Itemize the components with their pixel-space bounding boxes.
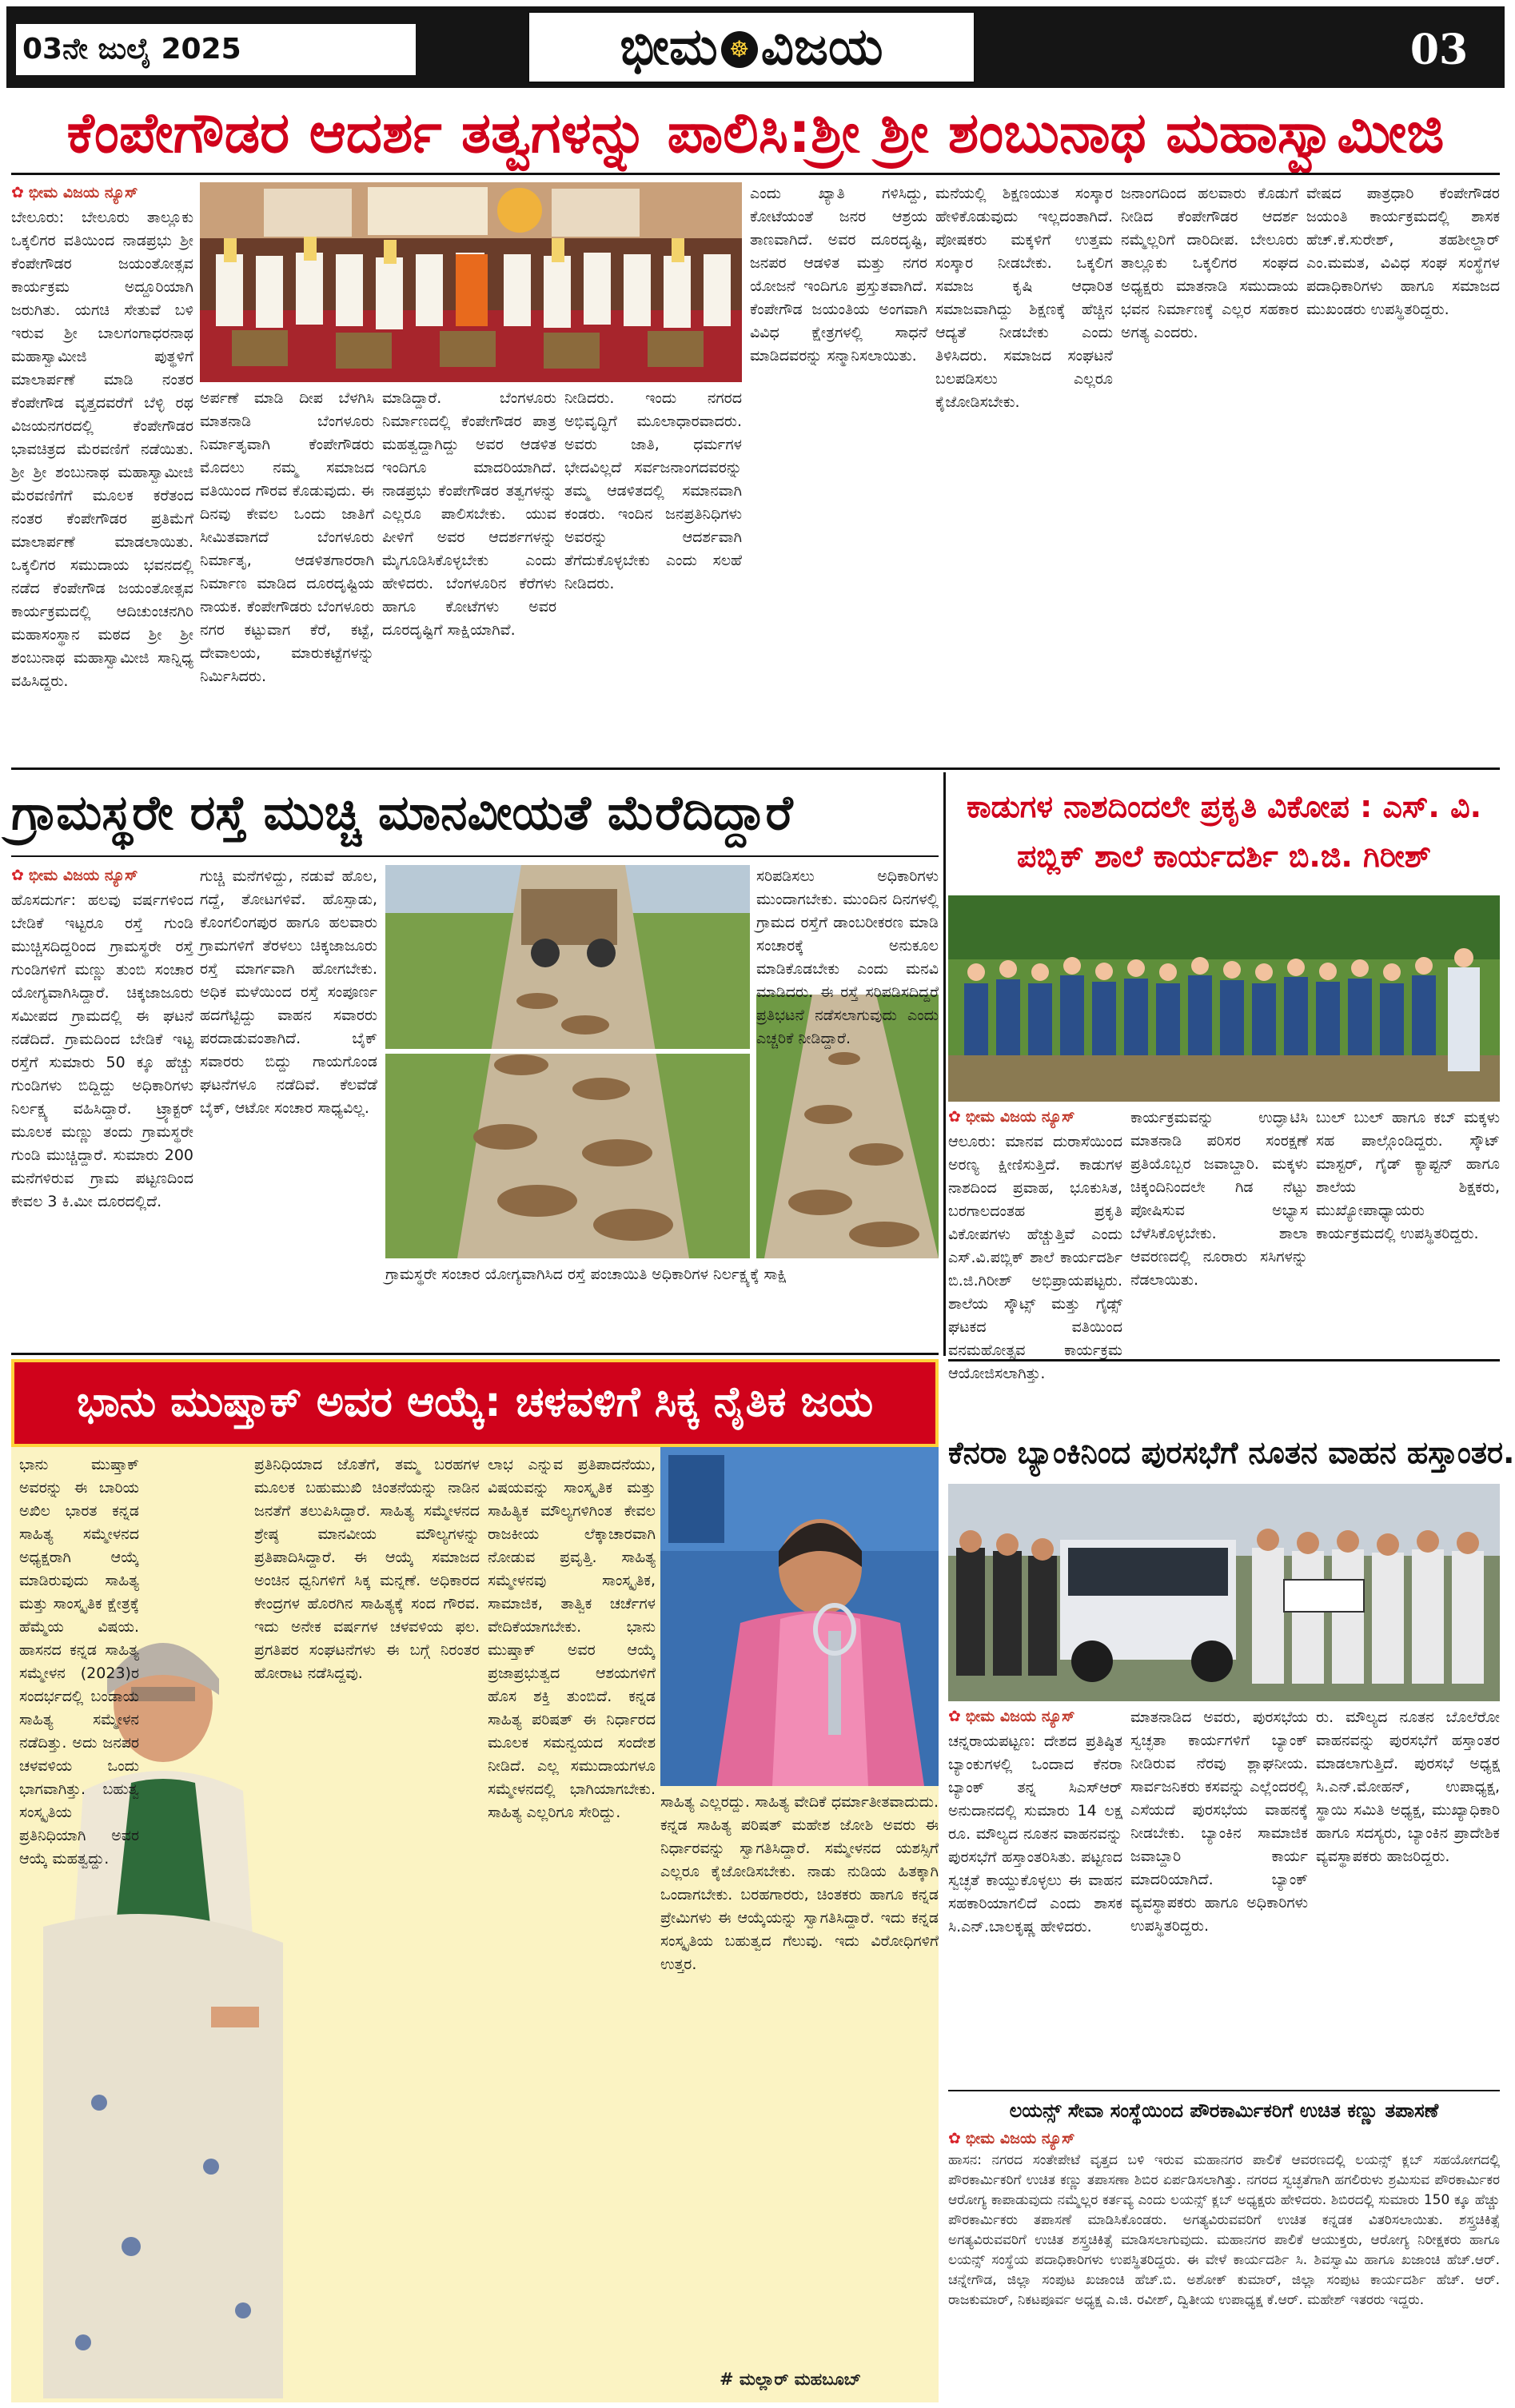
newspaper-logo	[528, 11, 975, 83]
divider	[948, 1359, 1500, 1361]
story4-photo-award	[660, 1447, 939, 1786]
page-number: 03	[1409, 26, 1469, 74]
byline-star-icon: ✿	[11, 184, 24, 201]
divider	[11, 767, 1500, 770]
story2-caption: ಗ್ರಾಮಸ್ಥರೇ ಸಂಚಾರ ಯೋಗ್ಯವಾಗಿಸಿದ ರಸ್ತೆ ಪಂಚಾಯಿತಿ ಅಧಿಕಾರಿಗಳ ನಿರ್ಲಕ್ಷ್ಯಕ್ಕೆ ಸಾಕ್ಷಿ	[385, 1266, 787, 1283]
story1-col8: ವೇಷದ ಪಾತ್ರಧಾರಿ ಕೆಂಪೇಗೌಡರ ಜಯಂತಿ ಕಾರ್ಯಕ್ರಮದಲ್ಲಿ ಶಾಸಕ ಹೆಚ್.ಕೆ.ಸುರೇಶ್, ತಹಶೀಲ್ದಾರ್ ಎಂ.ಮಮತ, ವಿವಿಧ ಸಂಘ ಸಂಸ್ಥೆಗಳ ಪದಾಧಿಕಾರಿಗಳು ಹಾಗೂ ಸಮಾಜದ ಮುಖಂಡರು ಉಪಸ್ಥಿತರಿದ್ದರು.	[1306, 185, 1500, 318]
story4-signature: # ಮಲ್ಲಾರ್ ಮಹಬೂಬ್	[720, 2370, 861, 2389]
story1-col5: ಎಂದು ಖ್ಯಾತಿ ಗಳಿಸಿದ್ದು, ಕೋಟೆಯಂತೆ ಜನರ ಆಶ್ರಯ ತಾಣವಾಗಿದೆ. ಅವರ ದೂರದೃಷ್ಟಿ, ಜನಪರ ಆಡಳಿತ ಮತ್ತು ನಗರ ಯೋಜನೆ ಇಂದಿಗೂ ಪ್ರಸ್ತುತವಾಗಿದೆ. ಕೆಂಪೇಗೌಡ ಜಯಂತಿಯ ಅಂಗವಾಗಿ ವಿವಿಧ ಕ್ಷೇತ್ರಗಳಲ್ಲಿ ಸಾಧನೆ ಮಾಡಿದವರನ್ನು ಸನ್ಮಾನಿಸಲಾಯಿತು.	[750, 185, 927, 365]
story3-col1: ಆಲೂರು: ಮಾನವ ದುರಾಸೆಯಿಂದ ಅರಣ್ಯ ಕ್ಷೀಣಿಸುತ್ತಿದೆ. ಕಾಡುಗಳ ನಾಶದಿಂದ ಪ್ರವಾಹ, ಭೂಕುಸಿತ, ಬರಗಾಲದಂತಹ ಪ್ರಕೃತಿ ವಿಕೋಪಗಳು ಹೆಚ್ಚುತ್ತಿವೆ ಎಂದು ಎಸ್.ವಿ.ಪಬ್ಲಿಕ್ ಶಾಲೆ ಕಾರ್ಯದರ್ಶಿ ಬಿ.ಜಿ.ಗಿರೀಶ್ ಅಭಿಪ್ರಾಯಪಟ್ಟರು. ಶಾಲೆಯ ಸ್ಕೌಟ್ಸ್ ಮತ್ತು ಗೈಡ್ಸ್ ಘಟಕದ ವತಿಯಿಂದ ವನಮಹೋತ್ಸವ ಕಾರ್ಯಕ್ರಮ ಆಯೋಜಿಸಲಾಗಿತ್ತು.	[948, 1133, 1122, 1382]
divider	[11, 855, 939, 857]
story6-byline	[948, 2128, 1156, 2149]
story5-photo	[948, 1484, 1500, 1701]
byline-star-icon: ✿	[948, 1708, 961, 1725]
byline-star-icon: ✿	[948, 2130, 961, 2147]
story5-byline	[948, 1706, 1122, 1727]
story5-headline: ಕೆನರಾ ಬ್ಯಾಂಕಿನಿಂದ ಪುರಸಭೆಗೆ ನೂತನ ವಾಹನ ಹಸ್ತಾಂತರ.	[948, 1435, 1515, 1470]
story2-col1: ಹೊಸದುರ್ಗ: ಹಲವು ವರ್ಷಗಳಿಂದ ಬೇಡಿಕೆ ಇಟ್ಟರೂ ರಸ್ತೆ ಗುಂಡಿ ಮುಚ್ಚಿಸದಿದ್ದರಿಂದ ಗ್ರಾಮಸ್ಥರೇ ರಸ್ತೆ ಗುಂಡಿಗಳಿಗೆ ಮಣ್ಣು ತುಂಬಿ ಸಂಚಾರ ಯೋಗ್ಯವಾಗಿಸಿದ್ದಾರೆ. ಚಿಕ್ಕಜಾಜೂರು ಸಮೀಪದ ಗ್ರಾಮದಲ್ಲಿ ಈ ಘಟನೆ ನಡೆದಿದೆ. ಗ್ರಾಮದಿಂದ ಬೇಡಿಕೆ ಇಟ್ಟ ರಸ್ತೆಗೆ ಸುಮಾರು 50 ಕ್ಕೂ ಹೆಚ್ಚು ಗುಂಡಿಗಳು ಬಿದ್ದಿದ್ದು ಅಧಿಕಾರಿಗಳು ನಿರ್ಲಕ್ಷ್ಯ ವಹಿಸಿದ್ದಾರೆ. ಟ್ರ್ಯಾಕ್ಟರ್ ಮೂಲಕ ಮಣ್ಣು ತಂದು ಗ್ರಾಮಸ್ಥರೇ ಗುಂಡಿ ಮುಚ್ಚಿದ್ದಾರೆ. ಸುಮಾರು 200 ಮನೆಗಳಿರುವ ಗ್ರಾಮ ಪಟ್ಟಣದಿಂದ ಕೇವಲ 3 ಕಿ.ಮೀ ದೂರದಲ್ಲಿದೆ.	[11, 891, 193, 1210]
story3-col2: ಕಾರ್ಯಕ್ರಮವನ್ನು ಉದ್ಘಾಟಿಸಿ ಮಾತನಾಡಿ ಪರಿಸರ ಸಂರಕ್ಷಣೆ ಪ್ರತಿಯೊಬ್ಬರ ಜವಾಬ್ದಾರಿ. ಮಕ್ಕಳು ಚಿಕ್ಕಂದಿನಿಂದಲೇ ಗಿಡ ನೆಟ್ಟು ಪೋಷಿಸುವ ಅಭ್ಯಾಸ ಬೆಳೆಸಿಕೊಳ್ಳಬೇಕು. ಶಾಲಾ ಆವರಣದಲ್ಲಿ ನೂರಾರು ಸಸಿಗಳನ್ನು ನೆಡಲಾಯಿತು.	[1130, 1109, 1308, 1289]
logo-emblem-icon: ☸	[721, 31, 758, 68]
byline-label: ಭೀಮ ವಿಜಯ ನ್ಯೂಸ್	[965, 1108, 1075, 1126]
story1-col2: ಅರ್ಪಣೆ ಮಾಡಿ ದೀಪ ಬೆಳಗಿಸಿ ಮಾತನಾಡಿ ಬೆಂಗಳೂರು ನಿರ್ಮಾತೃವಾಗಿ ಕೆಂಪೇಗೌಡರು ಮೊದಲು ನಮ್ಮ ಸಮಾಜದ ವತಿಯಿಂದ ಗೌರವ ಕೊಡುವುದು. ಈ ದಿನವು ಕೇವಲ ಒಂದು ಜಾತಿಗೆ ಸೀಮಿತವಾಗದೆ ಬೆಂಗಳೂರು ನಿರ್ಮಾತೃ, ಆಡಳಿತಗಾರರಾಗಿ ನಿರ್ಮಾಣ ಮಾಡಿದ ದೂರದೃಷ್ಟಿಯ ನಾಯಕ. ಕೆಂಪೇಗೌಡರು ಬೆಂಗಳೂರು ನಗರ ಕಟ್ಟುವಾಗ ಕೆರೆ, ಕಟ್ಟೆ, ದೇವಾಲಯ, ಮಾರುಕಟ್ಟೆಗಳನ್ನು ನಿರ್ಮಿಸಿದರು.	[200, 389, 374, 685]
byline-label: ಭೀಮ ವಿಜಯ ನ್ಯೂಸ್	[965, 2130, 1075, 2147]
divider	[948, 2090, 1500, 2091]
byline-label: ಭೀಮ ವಿಜಯ ನ್ಯೂಸ್	[28, 184, 138, 201]
story4-col3: ಲಾಭ ಎನ್ನುವ ಪ್ರತಿಪಾದನೆಯು, ವಿಷಯವನ್ನು ಸಾಂಸ್ಕೃತಿಕ ಮತ್ತು ಸಾಹಿತ್ಯಿಕ ಮೌಲ್ಯಗಳಿಗಿಂತ ಕೇವಲ ರಾಜಕೀಯ ಲೆಕ್ಕಾಚಾರವಾಗಿ ನೋಡುವ ಪ್ರವೃತ್ತಿ. ಸಾಹಿತ್ಯ ಸಮ್ಮೇಳನವು ಸಾಂಸ್ಕೃತಿಕ, ಸಾಮಾಜಿಕ, ತಾತ್ವಿಕ ಚರ್ಚೆಗಳ ವೇದಿಕೆಯಾಗಬೇಕು. ಭಾನು ಮುಷ್ತಾಕ್ ಅವರ ಆಯ್ಕೆ ಪ್ರಜಾಪ್ರಭುತ್ವದ ಆಶಯಗಳಿಗೆ ಹೊಸ ಶಕ್ತಿ ತುಂಬಿದೆ. ಕನ್ನಡ ಸಾಹಿತ್ಯ ಪರಿಷತ್ ಈ ನಿರ್ಧಾರದ ಮೂಲಕ ಸಮನ್ವಯದ ಸಂದೇಶ ನೀಡಿದೆ. ಎಲ್ಲ ಸಮುದಾಯಗಳೂ ಸಮ್ಮೇಳನದಲ್ಲಿ ಭಾಗಿಯಾಗಬೇಕು. ಸಾಹಿತ್ಯ ಎಲ್ಲರಿಗೂ ಸೇರಿದ್ದು.	[488, 1456, 656, 1821]
story5-col3: ರು. ಮೌಲ್ಯದ ನೂತನ ಬೊಲೆರೋ ವಾಹನವನ್ನು ಪುರಸಭೆಗೆ ಹಸ್ತಾಂತರ ಮಾಡಲಾಗುತ್ತಿದೆ. ಪುರಸಭೆ ಅಧ್ಯಕ್ಷ ಸಿ.ಎನ್.ಮೋಹನ್, ಉಪಾಧ್ಯಕ್ಷ, ಸ್ಥಾಯಿ ಸಮಿತಿ ಅಧ್ಯಕ್ಷ, ಮುಖ್ಯಾಧಿಕಾರಿ ಹಾಗೂ ಸದಸ್ಯರು, ಬ್ಯಾಂಕಿನ ಪ್ರಾದೇಶಿಕ ವ್ಯವಸ್ಥಾಪಕರು ಹಾಜರಿದ್ದರು.	[1316, 1708, 1500, 1865]
story1-byline	[11, 182, 195, 203]
story1-col4: ನೀಡಿದರು. ಇಂದು ನಗರದ ಅಭಿವೃದ್ಧಿಗೆ ಮೂಲಾಧಾರವಾದರು. ಅವರು ಜಾತಿ, ಧರ್ಮಗಳ ಭೇದವಿಲ್ಲದೆ ಸರ್ವಜನಾಂಗದವರನ್ನು ತಮ್ಮ ಆಡಳಿತದಲ್ಲಿ ಸಮಾನವಾಗಿ ಕಂಡರು. ಇಂದಿನ ಜನಪ್ರತಿನಿಧಿಗಳು ಅವರನ್ನು ಆದರ್ಶವಾಗಿ ತೆಗೆದುಕೊಳ್ಳಬೇಕು ಎಂದು ಸಲಹೆ ನೀಡಿದರು.	[564, 389, 742, 592]
logo-text-right: ವಿಜಯ	[760, 18, 883, 77]
logo-text-left: ಭೀಮ	[620, 18, 718, 77]
divider	[11, 1353, 939, 1355]
story3-photo	[948, 895, 1500, 1102]
story1-headline: ಕೆಂಪೇಗೌಡರ ಆದರ್ಶ ತತ್ವಗಳನ್ನು ಪಾಲಿಸಿ:ಶ್ರೀ ಶ್ರೀ ಶಂಬುನಾಥ ಮಹಾಸ್ವಾಮೀಜಿ	[66, 100, 1445, 165]
story2-col4: ಸರಿಪಡಿಸಲು ಅಧಿಕಾರಿಗಳು ಮುಂದಾಗಬೇಕು. ಮುಂದಿನ ದಿನಗಳಲ್ಲಿ ಗ್ರಾಮದ ರಸ್ತೆಗೆ ಡಾಂಬರೀಕರಣ ಮಾಡಿ ಸಂಚಾರಕ್ಕೆ ಅನುಕೂಲ ಮಾಡಿಕೊಡಬೇಕು ಎಂದು ಮನವಿ ಮಾಡಿದರು. ಈ ರಸ್ತೆ ಸರಿಪಡಿಸದಿದ್ದರೆ ಪ್ರತಿಭಟನೆ ನಡೆಸಲಾಗುವುದು ಎಂದು ಎಚ್ಚರಿಕೆ ನೀಡಿದ್ದಾರೆ.	[756, 867, 939, 1047]
story2-headline: ಗ್ರಾಮಸ್ಥರೇ ರಸ್ತೆ ಮುಚ್ಚಿ ಮಾನವೀಯತೆ ಮೆರೆದಿದ್ದಾರೆ	[11, 785, 793, 841]
story1-col3: ಮಾಡಿದ್ದಾರೆ. ಬೆಂಗಳೂರು ನಿರ್ಮಾಣದಲ್ಲಿ ಕೆಂಪೇಗೌಡರ ಪಾತ್ರ ಮಹತ್ವದ್ದಾಗಿದ್ದು ಅವರ ಆಡಳಿತ ಇಂದಿಗೂ ಮಾದರಿಯಾಗಿದೆ. ನಾಡಪ್ರಭು ಕೆಂಪೇಗೌಡರ ತತ್ವಗಳನ್ನು ಎಲ್ಲರೂ ಪಾಲಿಸಬೇಕು. ಯುವ ಪೀಳಿಗೆ ಅವರ ಆದರ್ಶಗಳನ್ನು ಮೈಗೂಡಿಸಿಕೊಳ್ಳಬೇಕು ಎಂದು ಹೇಳಿದರು. ಬೆಂಗಳೂರಿನ ಕೆರೆಗಳು ಹಾಗೂ ಕೋಟೆಗಳು ಅವರ ದೂರದೃಷ್ಟಿಗೆ ಸಾಕ್ಷಿಯಾಗಿವೆ.	[382, 389, 556, 639]
story6-headline: ಲಯನ್ಸ್ ಸೇವಾ ಸಂಸ್ಥೆಯಿಂದ ಪೌರಕಾರ್ಮಿಕರಿಗೆ ಉಚಿತ ಕಣ್ಣು ತಪಾಸಣೆ	[1009, 2099, 1439, 2122]
story5-col1: ಚನ್ನರಾಯಪಟ್ಟಣ: ದೇಶದ ಪ್ರತಿಷ್ಠಿತ ಬ್ಯಾಂಕುಗಳಲ್ಲಿ ಒಂದಾದ ಕೆನರಾ ಬ್ಯಾಂಕ್ ತನ್ನ ಸಿಎಸ್ಆರ್ ಅನುದಾನದಲ್ಲಿ ಸುಮಾರು 14 ಲಕ್ಷ ರೂ. ಮೌಲ್ಯದ ನೂತನ ವಾಹನವನ್ನು ಪುರಸಭೆಗೆ ಹಸ್ತಾಂತರಿಸಿತು. ಪಟ್ಟಣದ ಸ್ವಚ್ಛತೆ ಕಾಯ್ದುಕೊಳ್ಳಲು ಈ ವಾಹನ ಸಹಕಾರಿಯಾಗಲಿದೆ ಎಂದು ಶಾಸಕ ಸಿ.ಎನ್.ಬಾಲಕೃಷ್ಣ ಹೇಳಿದರು.	[948, 1732, 1122, 1936]
story1-photo	[200, 182, 742, 382]
story2-photo-main	[385, 865, 750, 1258]
story1-col6: ಮನೆಯಲ್ಲಿ ಶಿಕ್ಷಣಯುತ ಸಂಸ್ಕಾರ ಹೇಳಿಕೊಡುವುದು ಇಲ್ಲದಂತಾಗಿದೆ. ಪೋಷಕರು ಮಕ್ಕಳಿಗೆ ಉತ್ತಮ ಸಂಸ್ಕಾರ ನೀಡಬೇಕು. ಒಕ್ಕಲಿಗ ಸಮಾಜ ಕೃಷಿ ಆಧಾರಿತ ಸಮಾಜವಾಗಿದ್ದು ಶಿಕ್ಷಣಕ್ಕೆ ಹೆಚ್ಚಿನ ಆದ್ಯತೆ ನೀಡಬೇಕು ಎಂದು ತಿಳಿಸಿದರು. ಸಮಾಜದ ಸಂಘಟನೆ ಬಲಪಡಿಸಲು ಎಲ್ಲರೂ ಕೈಜೋಡಿಸಬೇಕು.	[935, 185, 1113, 411]
divider	[11, 173, 1500, 175]
story4-col2: ಪ್ರತಿನಿಧಿಯಾದ ಜೊತೆಗೆ, ತಮ್ಮ ಬರಹಗಳ ಮೂಲಕ ಬಹುಮುಖಿ ಚಿಂತನೆಯನ್ನು ನಾಡಿನ ಜನತೆಗೆ ತಲುಪಿಸಿದ್ದಾರೆ. ಸಾಹಿತ್ಯ ಸಮ್ಮೇಳನದ ಶ್ರೇಷ್ಠ ಮಾನವೀಯ ಮೌಲ್ಯಗಳನ್ನು ಪ್ರತಿಪಾದಿಸಿದ್ದಾರೆ. ಈ ಆಯ್ಕೆ ಸಮಾಜದ ಅಂಚಿನ ಧ್ವನಿಗಳಿಗೆ ಸಿಕ್ಕ ಮನ್ನಣೆ. ಅಧಿಕಾರದ ಕೇಂದ್ರಗಳ ಹೊರಗಿನ ಸಾಹಿತ್ಯಕ್ಕೆ ಸಂದ ಗೌರವ. ಇದು ಅನೇಕ ವರ್ಷಗಳ ಚಳವಳಿಯ ಫಲ. ಪ್ರಗತಿಪರ ಸಂಘಟನೆಗಳು ಈ ಬಗ್ಗೆ ನಿರಂತರ ಹೋರಾಟ ನಡೆಸಿದ್ದವು.	[254, 1456, 480, 1682]
story2-col2: ಗುಚ್ಚಿ ಮನೆಗಳಿದ್ದು, ನಡುವೆ ಹೊಲ, ಗದ್ದೆ, ತೋಟಗಳಿವೆ. ಹೊಸ್ಪಾಡು, ಕೊಂಗಲಿಂಗಪುರ ಹಾಗೂ ಹಲವಾರು ಗ್ರಾಮಗಳಿಗೆ ತೆರಳಲು ಚಿಕ್ಕಜಾಜೂರು ರಸ್ತೆ ಮಾರ್ಗವಾಗಿ ಹೋಗಬೇಕು. ಅಧಿಕ ಮಳೆಯಿಂದ ರಸ್ತೆ ಸಂಪೂರ್ಣ ಹದಗೆಟ್ಟಿದ್ದು ವಾಹನ ಸವಾರರು ಪರದಾಡುವಂತಾಗಿದೆ. ಬೈಕ್ ಸವಾರರು ಬಿದ್ದು ಗಾಯಗೊಂಡ ಘಟನೆಗಳೂ ನಡೆದಿವೆ. ಕೆಲವೆಡೆ ಬೈಕ್, ಆಟೋ ಸಂಚಾರ ಸಾಧ್ಯವಿಲ್ಲ.	[200, 867, 377, 1117]
byline-star-icon: ✿	[11, 867, 24, 884]
story3-col3: ಬುಲ್ ಬುಲ್ ಹಾಗೂ ಕಬ್ ಮಕ್ಕಳು ಸಹ ಪಾಲ್ಗೊಂಡಿದ್ದರು. ಸ್ಕೌಟ್ ಮಾಸ್ಟರ್, ಗೈಡ್ ಕ್ಯಾಪ್ಟನ್ ಹಾಗೂ ಶಾಲೆಯ ಶಿಕ್ಷಕರು, ಮುಖ್ಯೋಪಾಧ್ಯಾಯರು ಕಾರ್ಯಕ್ರಮದಲ್ಲಿ ಉಪಸ್ಥಿತರಿದ್ದರು.	[1316, 1109, 1500, 1242]
story4-col4: ಸಾಹಿತ್ಯ ಎಲ್ಲರದ್ದು. ಸಾಹಿತ್ಯ ವೇದಿಕೆ ಧರ್ಮಾತೀತವಾದುದು. ಕನ್ನಡ ಸಾಹಿತ್ಯ ಪರಿಷತ್ ಮಹೇಶ ಜೋಶಿ ಅವರು ಈ ನಿರ್ಧಾರವನ್ನು ಸ್ವಾಗತಿಸಿದ್ದಾರೆ. ಸಮ್ಮೇಳನದ ಯಶಸ್ಸಿಗೆ ಎಲ್ಲರೂ ಕೈಜೋಡಿಸಬೇಕು. ನಾಡು ನುಡಿಯ ಹಿತಕ್ಕಾಗಿ ಒಂದಾಗಬೇಕು. ಬರಹಗಾರರು, ಚಿಂತಕರು ಹಾಗೂ ಕನ್ನಡ ಪ್ರೇಮಿಗಳು ಈ ಆಯ್ಕೆಯನ್ನು ಸ್ವಾಗತಿಸಿದ್ದಾರೆ. ಇದು ಕನ್ನಡ ಸಂಸ್ಕೃತಿಯ ಬಹುತ್ವದ ಗೆಲುವು. ಇದು ವಿರೋಧಿಗಳಿಗೆ ಉತ್ತರ.	[660, 1793, 939, 1973]
story6-body: ಹಾಸನ: ನಗರದ ಸಂತೇಪೇಟೆ ವೃತ್ತದ ಬಳಿ ಇರುವ ಮಹಾನಗರ ಪಾಲಿಕೆ ಆವರಣದಲ್ಲಿ ಲಯನ್ಸ್ ಕ್ಲಬ್ ಸಹಯೋಗದಲ್ಲಿ ಪೌರಕಾರ್ಮಿಕರಿಗೆ ಉಚಿತ ಕಣ್ಣು ತಪಾಸಣಾ ಶಿಬಿರ ಏರ್ಪಡಿಸಲಾಗಿತ್ತು. ನಗರದ ಸ್ವಚ್ಛತೆಗಾಗಿ ಹಗಲಿರುಳು ಶ್ರಮಿಸುವ ಪೌರಕಾರ್ಮಿಕರ ಆರೋಗ್ಯ ಕಾಪಾಡುವುದು ನಮ್ಮೆಲ್ಲರ ಕರ್ತವ್ಯ ಎಂದು ಲಯನ್ಸ್ ಕ್ಲಬ್ ಅಧ್ಯಕ್ಷರು ಹೇಳಿದರು. ಶಿಬಿರದಲ್ಲಿ ಸುಮಾರು 150 ಕ್ಕೂ ಹೆಚ್ಚು ಪೌರಕಾರ್ಮಿಕರು ತಪಾಸಣೆ ಮಾಡಿಸಿಕೊಂಡರು. ಅಗತ್ಯವಿರುವವರಿಗೆ ಉಚಿತ ಕನ್ನಡಕ ವಿತರಿಸಲಾಯಿತು. ಶಸ್ತ್ರಚಿಕಿತ್ಸೆ ಅಗತ್ಯವಿರುವವರಿಗೆ ಉಚಿತ ಶಸ್ತ್ರಚಿಕಿತ್ಸೆ ಮಾಡಿಸಲಾಗುವುದು. ಮಹಾನಗರ ಪಾಲಿಕೆ ಆಯುಕ್ತರು, ಆರೋಗ್ಯ ನಿರೀಕ್ಷಕರು ಹಾಗೂ ಲಯನ್ಸ್ ಸಂಸ್ಥೆಯ ಪದಾಧಿಕಾರಿಗಳು ಉಪಸ್ಥಿತರಿದ್ದರು. ಈ ವೇಳೆ ಕಾರ್ಯದರ್ಶಿ ಸಿ. ಶಿವಸ್ವಾಮಿ ಹಾಗೂ ಖಜಾಂಚಿ ಹೆಚ್.ಆರ್. ಚನ್ನೇಗೌಡ, ಜಿಲ್ಲಾ ಸಂಪುಟ ಖಜಾಂಚಿ ಹೆಚ್.ಬಿ. ಅಶೋಕ್ ಕುಮಾರ್, ಜಿಲ್ಲಾ ಸಂಪುಟ ಕಾರ್ಯದರ್ಶಿ ಹೆಚ್. ಆರ್. ರಾಜಕುಮಾರ್, ನಿಕಟಪೂರ್ವ ಅಧ್ಯಕ್ಷ ಎ.ಜಿ. ರವೀಶ್, ದ್ವಿತೀಯ ಉಪಾಧ್ಯಕ್ಷ ಕೆ.ಆರ್. ಮಹೇಶ್ ಇತರರು ಇದ್ದರು.	[948, 2152, 1500, 2308]
story3-headline: ಕಾಡುಗಳ ನಾಶದಿಂದಲೇ ಪ್ರಕೃತಿ ವಿಕೋಪ : ಎಸ್. ವಿ. ಪಬ್ಲಿಕ್ ಶಾಲೆ ಕಾರ್ಯದರ್ಶಿ ಬಿ.ಜಿ. ಗಿರೀಶ್	[966, 789, 1482, 874]
byline-label: ಭೀಮ ವಿಜಯ ನ್ಯೂಸ್	[28, 867, 138, 884]
story4-headline: ಭಾನು ಮುಷ್ತಾಕ್ ಅವರ ಆಯ್ಕೆ: ಚಳವಳಿಗೆ ಸಿಕ್ಕ ನೈತಿಕ ಜಯ	[11, 1359, 939, 1447]
story1-col7: ಜನಾಂಗದಿಂದ ಹಲವಾರು ಕೊಡುಗೆ ನೀಡಿದ ಕೆಂಪೇಗೌಡರ ಆದರ್ಶ ನಮ್ಮೆಲ್ಲರಿಗೆ ದಾರಿದೀಪ. ಬೇಲೂರು ತಾಲ್ಲೂಕು ಒಕ್ಕಲಿಗರ ಸಂಘದ ಅಧ್ಯಕ್ಷರು ಮಾತನಾಡಿ ಸಮುದಾಯ ಭವನ ನಿರ್ಮಾಣಕ್ಕೆ ಎಲ್ಲರ ಸಹಕಾರ ಅಗತ್ಯ ಎಂದರು.	[1121, 185, 1298, 341]
issue-date: 03ನೇ ಜುಲೈ 2025	[16, 24, 416, 75]
story1-col1: ಬೇಲೂರು: ಬೇಲೂರು ತಾಲ್ಲೂಕು ಒಕ್ಕಲಿಗರ ವತಿಯಿಂದ ನಾಡಪ್ರಭು ಶ್ರೀ ಕೆಂಪೇಗೌಡರ ಜಯಂತೋತ್ಸವ ಕಾರ್ಯಕ್ರಮ ಅದ್ದೂರಿಯಾಗಿ ಜರುಗಿತು. ಯಗಚಿ ಸೇತುವೆ ಬಳಿ ಇರುವ ಶ್ರೀ ಬಾಲಗಂಗಾಧರನಾಥ ಮಹಾಸ್ವಾಮೀಜಿ ಪುತ್ಥಳಿಗೆ ಮಾಲಾರ್ಪಣೆ ಮಾಡಿ ನಂತರ ಕೆಂಪೇಗೌಡ ವೃತ್ತದವರೆಗೆ ಬೆಳ್ಳಿ ರಥ ವಿಜಯನಗರದಲ್ಲಿ ಕೆಂಪೇಗೌಡರ ಭಾವಚಿತ್ರದ ಮೆರವಣಿಗೆ ನಡೆಯಿತು. ಶ್ರೀ ಶ್ರೀ ಶಂಬುನಾಥ ಮಹಾಸ್ವಾಮೀಜಿ ಮೆರವಣಿಗೆಗೆ ಮೂಲಕ ಕರೆತಂದ ನಂತರ ಕೆಂಪೇಗೌಡರ ಪ್ರತಿಮೆಗೆ ಮಾಲಾರ್ಪಣೆ ಮಾಡಲಾಯಿತು. ಒಕ್ಕಲಿಗರ ಸಮುದಾಯ ಭವನದಲ್ಲಿ ನಡೆದ ಕೆಂಪೇಗೌಡ ಜಯಂತೋತ್ಸವ ಕಾರ್ಯಕ್ರಮದಲ್ಲಿ ಆದಿಚುಂಚನಗಿರಿ ಮಹಾಸಂಸ್ಥಾನ ಮಠದ ಶ್ರೀ ಶ್ರೀ ಶಂಬುನಾಥ ಮಹಾಸ್ವಾಮೀಜಿ ಸಾನ್ನಿಧ್ಯ ವಹಿಸಿದ್ದರು.	[11, 209, 193, 690]
story5-col2: ಮಾತನಾಡಿದ ಅವರು, ಪುರಸಭೆಯ ಸ್ವಚ್ಛತಾ ಕಾರ್ಯಗಳಿಗೆ ಬ್ಯಾಂಕ್ ನೀಡಿರುವ ನೆರವು ಶ್ಲಾಘನೀಯ. ಸಾರ್ವಜನಿಕರು ಕಸವನ್ನು ಎಲ್ಲೆಂದರಲ್ಲಿ ಎಸೆಯದೆ ಪುರಸಭೆಯ ವಾಹನಕ್ಕೆ ನೀಡಬೇಕು. ಬ್ಯಾಂಕಿನ ಸಾಮಾಜಿಕ ಜವಾಬ್ದಾರಿ ಕಾರ್ಯ ಮಾದರಿಯಾಗಿದೆ. ಬ್ಯಾಂಕ್ ವ್ಯವಸ್ಥಾಪಕರು ಹಾಗೂ ಅಧಿಕಾರಿಗಳು ಉಪಸ್ಥಿತರಿದ್ದರು.	[1130, 1708, 1308, 1935]
byline-star-icon: ✿	[948, 1108, 961, 1126]
story3-byline	[948, 1106, 1122, 1127]
column-rule	[943, 772, 946, 1356]
story2-byline	[11, 865, 195, 886]
story4-col1: ಭಾನು ಮುಷ್ತಾಕ್ ಅವರನ್ನು ಈ ಬಾರಿಯ ಅಖಿಲ ಭಾರತ ಕನ್ನಡ ಸಾಹಿತ್ಯ ಸಮ್ಮೇಳನದ ಅಧ್ಯಕ್ಷರಾಗಿ ಆಯ್ಕೆ ಮಾಡಿರುವುದು ಸಾಹಿತ್ಯ ಮತ್ತು ಸಾಂಸ್ಕೃತಿಕ ಕ್ಷೇತ್ರಕ್ಕೆ ಹೆಮ್ಮೆಯ ವಿಷಯ. ಹಾಸನದ ಕನ್ನಡ ಸಾಹಿತ್ಯ ಸಮ್ಮೇಳನ (2023)ರ ಸಂದರ್ಭದಲ್ಲಿ ಬಂಡಾಯ ಸಾಹಿತ್ಯ ಸಮ್ಮೇಳನ ನಡೆದಿತ್ತು. ಅದು ಜನಪರ ಚಳವಳಿಯ ಒಂದು ಭಾಗವಾಗಿತ್ತು. ಬಹುತ್ವ ಸಂಸ್ಕೃತಿಯ ಪ್ರತಿನಿಧಿಯಾಗಿ ಅವರ ಆಯ್ಕೆ ಮಹತ್ವದ್ದು.	[19, 1456, 139, 1868]
byline-label: ಭೀಮ ವಿಜಯ ನ್ಯೂಸ್	[965, 1708, 1075, 1725]
